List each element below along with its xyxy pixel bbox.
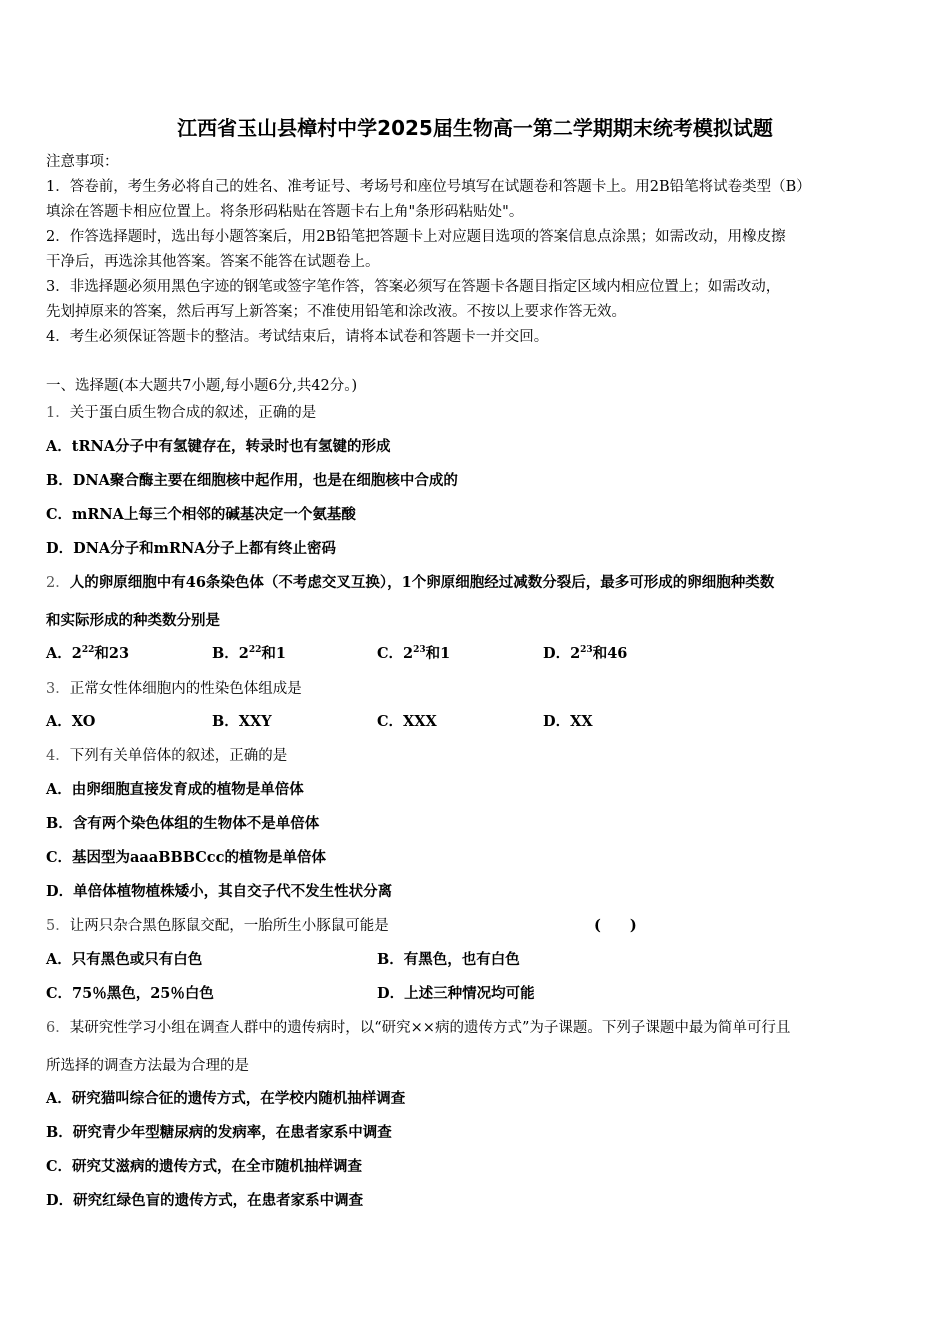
q3-option-c: C．XXX [377,713,437,730]
question-text: 正常女性体细胞内的性染色体组成是 [69,681,302,697]
question-number: 1． [46,405,70,421]
q6-option-d: D．研究红绿色盲的遗传方式，在患者家系中调查 [46,1192,364,1209]
question-number: 5． [46,918,70,934]
q1-option-b: B．DNA聚合酶主要在细胞核中起作用，也是在细胞核中合成的 [46,472,458,489]
question-number: 3． [46,681,70,697]
option-text: 和1 [261,645,286,662]
option-text: 和23 [94,645,130,662]
q1-option-c: C．mRNA上每三个相邻的碱基决定一个氨基酸 [46,506,356,523]
option-label: B．2 [212,645,249,662]
option-exponent: 23 [580,645,593,655]
notes-block [46,150,906,350]
q3-option-b: B．XXY [212,713,272,730]
answer-blank: ( ) [594,917,637,934]
q3-option-a: A．XO [46,713,96,730]
q5-option-a: A．只有黑色或只有白色 [46,951,203,968]
notes-line: 4．考生必须保证答题卡的整洁。考试结束后，请将本试卷和答题卡一并交回。 [46,329,549,345]
q4-option-d: D．单倍体植物植株矮小，其自交子代不发生性状分离 [46,883,393,900]
notes-line: 先划掉原来的答案，然后再写上新答案；不准使用铅笔和涂改液。不按以上要求作答无效。 [46,304,626,320]
q1-option-a: A．tRNA分子中有氢键存在，转录时也有氢键的形成 [46,438,391,455]
q5-option-d: D．上述三种情况均可能 [377,985,535,1002]
q5-option-c: C．75％黑色，25％白色 [46,985,214,1002]
question-2-stem [46,571,774,592]
option-text: 和1 [425,645,451,662]
question-6-stem [46,1016,790,1037]
question-number: 4． [46,748,70,764]
question-2-stem-cont: 和实际形成的种类数分别是 [46,612,220,629]
notes-line: 2．作答选择题时，选出每小题答案后，用2B铅笔把答题卡上对应题目选项的答案信息点涂黑；如需改动，用橡皮擦 [46,229,786,245]
question-1-stem [46,401,316,422]
option-exponent: 22 [248,645,262,655]
q6-option-b: B．研究青少年型糖尿病的发病率，在患者家系中调查 [46,1124,392,1141]
question-3-stem [46,677,302,698]
notes-line: 填涂在答题卡相应位置上。将条形码粘贴在答题卡右上角"条形码粘贴处"。 [46,204,524,220]
q2-option-b [212,642,286,663]
q6-option-a: A．研究猫叫综合征的遗传方式，在学校内随机抽样调查 [46,1090,406,1107]
q5-option-b: B．有黑色，也有白色 [377,951,520,968]
q2-option-a [46,642,129,663]
option-text: 和46 [592,645,628,662]
notes-line: 干净后，再选涂其他答案。答案不能答在试题卷上。 [46,254,380,270]
q1-option-d: D．DNA分子和mRNA分子上都有终止密码 [46,540,337,557]
q4-option-a: A．由卵细胞直接发育成的植物是单倍体 [46,781,304,798]
q2-option-c [377,642,450,663]
option-exponent: 23 [413,645,426,655]
q2-option-d [543,642,627,663]
question-text: 某研究性学习小组在调查人群中的遗传病时，以“研究××病的遗传方式”为子课题。下列子课题中最为简单可行且 [69,1020,791,1036]
notes-line: 1．答卷前，考生务必将自己的姓名、准考证号、考场号和座位号填写在试题卷和答题卡上。用2B铅笔将试卷类型（B） [46,179,811,195]
question-text: 让两只杂合黑色豚鼠交配，一胎所生小豚鼠可能是 [69,918,389,934]
question-5-stem [46,914,389,935]
q3-option-d: D．XX [543,713,593,730]
notes-line: 3．非选择题必须用黑色字迹的钢笔或签字笔作答，答案必须写在答题卡各题目指定区域内相应位置上；如需改动， [46,279,781,295]
section-heading: 一、选择题(本大题共7小题,每小题6分,共42分。) [46,378,358,394]
question-text: 人的卵原细胞中有46条染色体（不考虑交叉互换），1个卵原细胞经过减数分裂后，最多可形成的卵细胞种类数 [69,574,775,591]
question-4-stem [46,744,287,765]
question-text: 关于蛋白质生物合成的叙述，正确的是 [69,405,317,421]
option-label: C．2 [377,645,414,662]
option-label: D．2 [543,645,581,662]
option-exponent: 22 [81,645,95,655]
q6-option-c: C．研究艾滋病的遗传方式，在全市随机抽样调查 [46,1158,363,1175]
option-label: A．2 [46,645,82,662]
q4-option-c: C．基因型为aaaBBBCcc的植物是单倍体 [46,849,326,866]
question-text: 下列有关单倍体的叙述，正确的是 [69,748,288,764]
question-number: 2． [46,575,70,591]
question-number: 6． [46,1020,70,1036]
notes-heading: 注意事项： [46,154,119,170]
exam-title: 江西省玉山县樟村中学2025届生物高一第二学期期末统考模拟试题 [177,116,773,140]
q4-option-b: B．含有两个染色体组的生物体不是单倍体 [46,815,320,832]
question-6-stem-cont: 所选择的调查方法最为合理的是 [46,1058,249,1074]
